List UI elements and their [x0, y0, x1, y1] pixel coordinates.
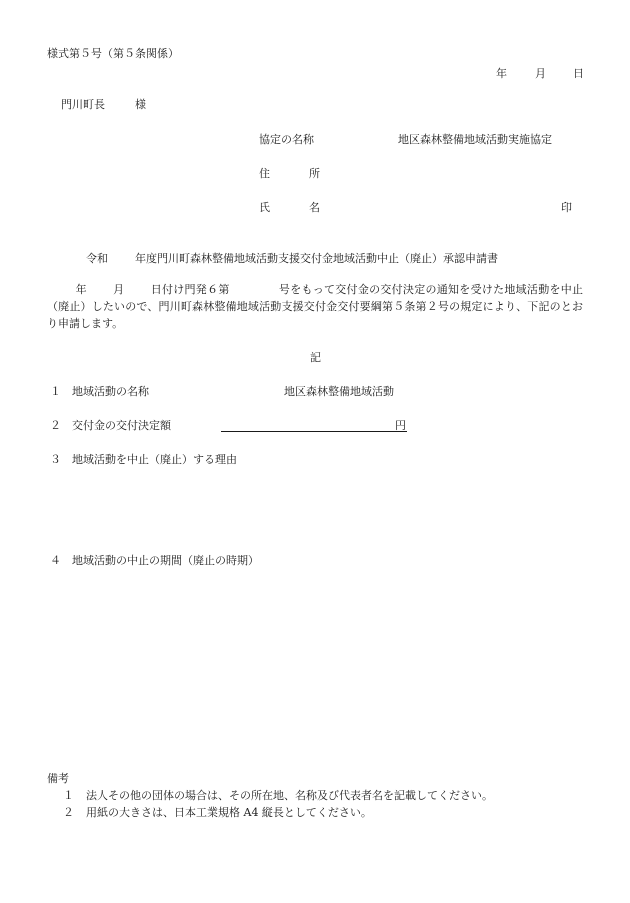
body-part2: 号をもって交付金の交付決定の通知を受けた地域活動を中止（廃止）したいので、門川町森林整備地域活動支援交付金交付要綱第５条第２号の規定により、下記のとおり申請します。 [47, 283, 584, 330]
address-label-1: 住 [259, 167, 270, 180]
remark-2-text: 用紙の大きさは、日本工業規格 A4 縦長としてください。 [86, 806, 372, 819]
amount-underline [221, 431, 407, 432]
addressee-honorific: 様 [135, 98, 146, 111]
item-2-unit: 円 [395, 419, 406, 432]
item-1-number: １ [50, 385, 61, 398]
seal-mark: 印 [561, 201, 572, 214]
remark-2-number: ２ [63, 806, 74, 819]
item-3-label: 地域活動を中止（廃止）する理由 [72, 453, 237, 466]
item-4-label: 地域活動の中止の期間（廃止の時期） [72, 554, 259, 567]
item-2-number: ２ [50, 419, 61, 432]
remark-1-text: 法人その他の団体の場合は、その所在地、名称及び代表者名を記載してください。 [86, 789, 493, 802]
remarks-heading: 備考 [47, 772, 69, 785]
date-day-label: 日 [573, 67, 584, 80]
address-label-2: 所 [309, 167, 320, 180]
body-part1: 日付け門発６第 [150, 283, 230, 296]
date-month-label: 月 [535, 67, 546, 80]
name-label-1: 氏 [259, 201, 270, 214]
title-era: 令和 [86, 252, 108, 265]
ki-heading: 記 [310, 351, 321, 364]
form-number: 様式第５号（第５条関係） [47, 47, 179, 60]
body-paragraph [47, 281, 583, 332]
body-month: 月 [112, 283, 125, 296]
item-3-number: ３ [50, 453, 61, 466]
agreement-name-label: 協定の名称 [259, 133, 314, 146]
item-1-value: 地区森林整備地域活動 [284, 385, 394, 398]
name-label-2: 名 [309, 201, 320, 214]
item-1-label: 地域活動の名称 [72, 385, 149, 398]
item-2-label: 交付金の交付決定額 [72, 419, 171, 432]
addressee-name: 門川町長 [61, 98, 105, 111]
remark-1-number: １ [63, 789, 74, 802]
body-year: 年 [75, 283, 87, 296]
item-4-number: ４ [50, 554, 61, 567]
date-year-label: 年 [496, 67, 507, 80]
agreement-name-value: 地区森林整備地域活動実施協定 [398, 133, 552, 146]
document-title: 年度門川町森林整備地域活動支援交付金地域活動中止（廃止）承認申請書 [135, 252, 498, 265]
